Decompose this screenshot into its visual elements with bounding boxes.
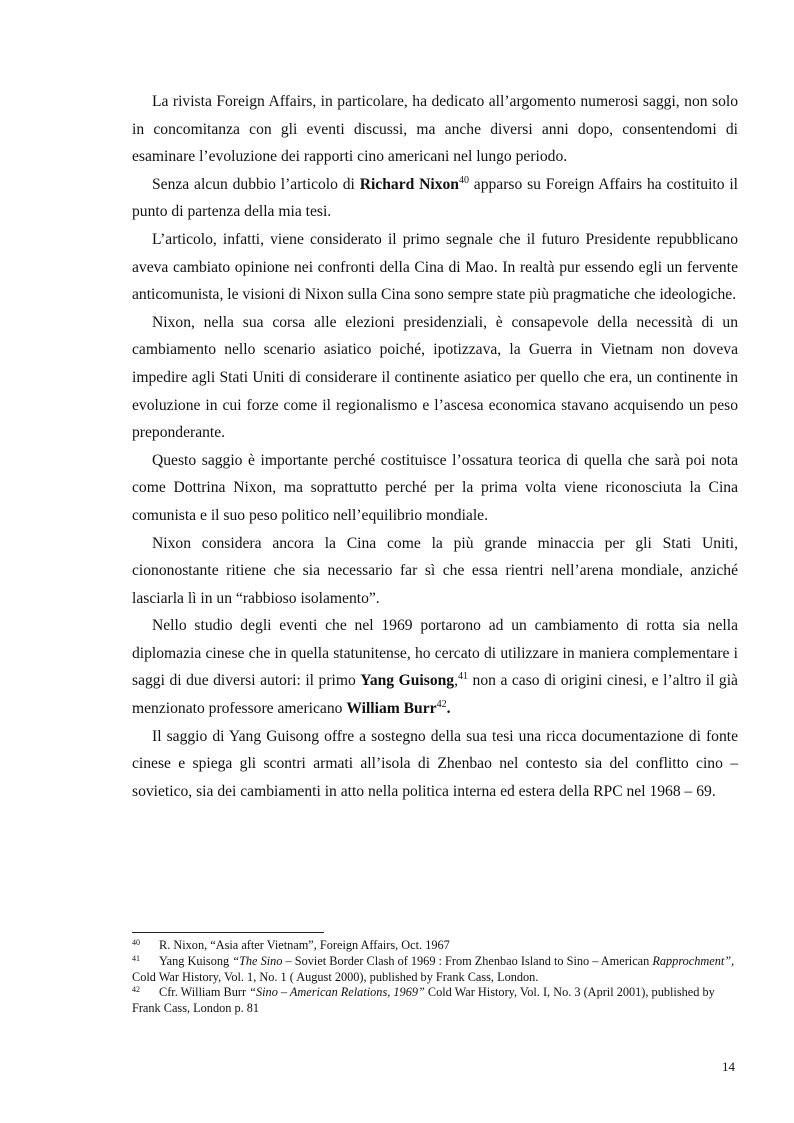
footnote-40: 40 R. Nixon, “Asia after Vietnam”, Foreign Affairs, Oct. 1967 — [132, 938, 450, 952]
footnote-40-text: R. Nixon, “Asia after Vietnam”, Foreign Affairs, Oct. 1967 — [159, 938, 450, 952]
paragraph-2-text-a: Senza alcun dubbio l’articolo di — [152, 175, 360, 193]
paragraph-2-text-b: apparso su Foreign Affairs ha costituito il punto di partenza della mia tesi. — [132, 175, 739, 221]
paragraph-2 — [132, 171, 738, 226]
paragraph-7-comma: , — [454, 672, 458, 690]
footnote-42-text-b: Cold War History, Vol. I, No. 3 (April 2001), published by Frank Cass, London p. 81 — [132, 985, 715, 1016]
page-number: 14 — [722, 1059, 735, 1074]
footnotes — [132, 938, 738, 1017]
paragraph-1: La rivista Foreign Affairs, in particolare, ha dedicato all’argomento numerosi saggi, non solo in concomitanza con gli eventi discussi, ma anche diversi anni dopo, consentendomi di esaminare l’evoluzione dei rapporti cino americani nel lungo periodo. — [132, 93, 738, 166]
footnote-42-italic: “Sino – American Relations, 1969” — [249, 985, 425, 1000]
author-richard-nixon: Richard Nixon — [359, 175, 459, 193]
paragraph-4: Nixon, nella sua corsa alle elezioni presidenziali, è consapevole della necessità di un cambiamento nello scenario asiatico poiché, ipotizzava, la Guerra in Vietnam non doveva impedire agli Stati Uniti di considerare il continente asiatico per quello che era, un continente in evoluzione in cui forze come il regionalismo e l’ascesa economica stavano acquisendo un peso preponderante. — [132, 313, 738, 442]
author-william-burr: William Burr — [346, 700, 437, 718]
footnote-41-italic-1: “The Sino — [232, 953, 283, 968]
paragraph-7 — [132, 612, 738, 722]
paragraph-7-end: . — [446, 700, 451, 718]
paragraph-3: L’articolo, infatti, viene considerato il primo segnale che il futuro Presidente repubblicano aveva cambiato opinione nei confronti della Cina di Mao. In realtà pur essendo egli un fervente anticomunista, le visioni di Nixon sulla Cina sono sempre state più pragmatiche che ideologiche. — [132, 230, 738, 304]
footnote-divider — [132, 932, 324, 933]
footnote-ref-41[interactable]: 41 — [458, 671, 468, 683]
footnote-41-italic-2: Rapprochment”, — [652, 953, 735, 968]
paragraph-5: Questo saggio è importante perché costituisce l’ossatura teorica di quella che sarà poi nota come Dottrina Nixon, ma soprattutto perché per la prima volta viene riconosciuta la Cina comunista e il suo peso politico nell’equilibrio mondiale. — [132, 451, 738, 524]
footnote-ref-42[interactable]: 42 — [436, 699, 447, 711]
footnote-41-text-a: Yang Kuisong — [159, 953, 233, 968]
footnote-42: 42 Cfr. William Burr “Sino – American Relations, 1969” Cold War History, Vol. I, No. 3 (April 2001), published by Frank Cass, London p. 81 — [132, 985, 715, 1016]
body-text — [132, 88, 738, 805]
footnote-42-text-a: Cfr. William Burr — [159, 985, 250, 1000]
author-yang-guisong: Yang Guisong — [360, 672, 455, 690]
paragraph-6: Nixon considera ancora la Cina come la più grande minaccia per gli Stati Uniti, ciononostante ritiene che sia necessario far sì che essa rientri nell’arena mondiale, anziché lasciarla lì in un “rabbioso isolamento”. — [132, 534, 738, 607]
footnote-41-text-b: – Soviet Border Clash of 1969 : From Zhenbao Island to Sino – American — [282, 953, 653, 968]
paragraph-7-text-a: Nello studio degli eventi che nel 1969 portarono ad un cambiamento di rotta sia nella diplomazia cinese che in quella statunitense, ho cercato di utilizzare in maniera complementare i saggi di due diversi autori: il primo — [132, 617, 738, 690]
footnote-ref-40[interactable]: 40 — [458, 174, 469, 186]
paragraph-8: Il saggio di Yang Guisong offre a sostegno della sua tesi una ricca documentazione di fonte cinese e spiega gli scontri armati all’isola di Zhenbao nel contesto sia del conflitto cino – sovietico, sia dei cambiamenti in atto nella politica interna ed estera della RPC nel 1968 – 69. — [132, 727, 738, 800]
footnote-41-text-c: Cold War History, Vol. 1, No. 1 ( August 2000), published by Frank Cass, London. — [132, 969, 539, 984]
footnote-41: 41 Yang Kuisong “The Sino – Soviet Border Clash of 1969 : From Zhenbao Island to Sino – American Rapprochment”, Cold War History, Vol. 1, No. 1 ( August 2000), published by Frank Cass, London. — [132, 953, 735, 984]
paragraph-7-text-b: non a caso di origini cinesi, e l’altro il già menzionato professore americano — [132, 672, 738, 718]
